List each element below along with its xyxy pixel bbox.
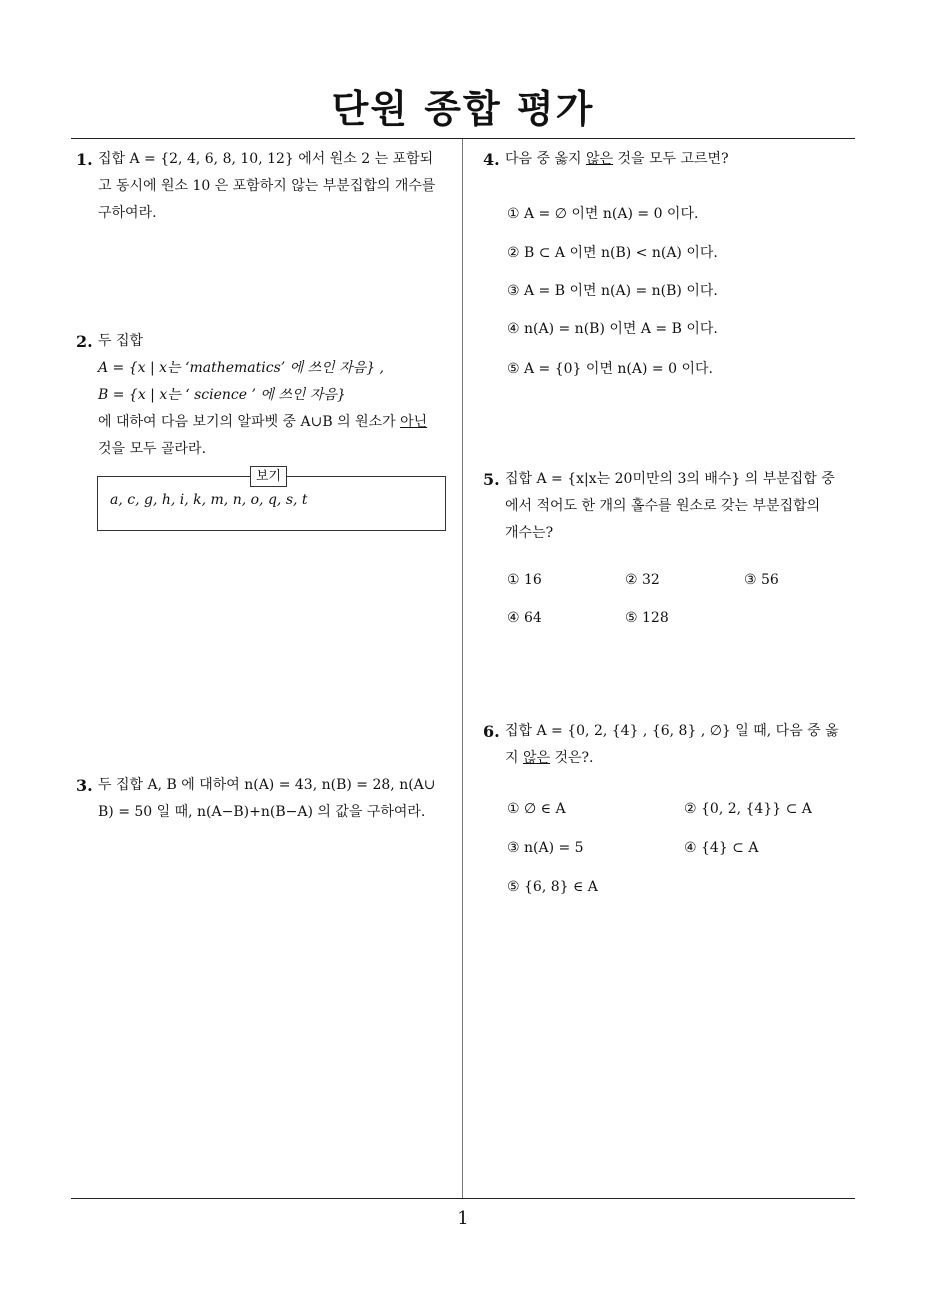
page-number: 1 bbox=[457, 1208, 469, 1229]
question-number: 3. bbox=[76, 776, 93, 795]
bogi-content: a, c, g, h, i, k, m, n, o, q, s, t bbox=[110, 492, 308, 508]
question-text-line: 지 않은 것은?. bbox=[505, 750, 594, 766]
question-5 bbox=[483, 466, 835, 547]
question-text-line: 집합 A = {0, 2, {4} , {6, 8} , ∅} 일 때, 다음 중 옳 bbox=[505, 723, 839, 739]
option-1[interactable]: ① ∅ ∈ A bbox=[507, 801, 566, 817]
bottom-rule bbox=[71, 1198, 855, 1199]
option-3[interactable]: ③ A = B 이면 n(A) = n(B) 이다. bbox=[507, 283, 718, 299]
option-1[interactable]: ① 16 bbox=[507, 572, 542, 588]
underlined-word: 아닌 bbox=[400, 414, 428, 430]
option-4[interactable]: ④ 64 bbox=[507, 610, 542, 626]
question-3 bbox=[76, 772, 436, 826]
question-text-line: 고 동시에 원소 10 은 포함하지 않는 부분집합의 개수를 bbox=[98, 178, 436, 194]
bogi-label: 보기 bbox=[250, 466, 287, 487]
underlined-word: 않은 bbox=[585, 151, 614, 167]
option-5[interactable]: ⑤ A = {0} 이면 n(A) = 0 이다. bbox=[507, 361, 713, 377]
column-divider bbox=[462, 139, 463, 1198]
question-number: 4. bbox=[483, 150, 500, 169]
question-6 bbox=[483, 718, 839, 772]
set-b-definition: B = {x | x는 ‘ science ’ 에 쓰인 자음} bbox=[98, 387, 346, 403]
option-5[interactable]: ⑤ 128 bbox=[625, 610, 669, 626]
question-text-line: 에 대하여 다음 보기의 알파벳 중 A∪B 의 원소가 아닌 bbox=[98, 414, 428, 430]
question-4 bbox=[483, 146, 729, 173]
question-2 bbox=[76, 328, 428, 463]
option-3[interactable]: ③ 56 bbox=[744, 572, 779, 588]
question-text-line: 개수는? bbox=[505, 525, 554, 541]
top-rule bbox=[71, 138, 855, 139]
option-5[interactable]: ⑤ {6, 8} ∈ A bbox=[507, 879, 598, 895]
option-2[interactable]: ② B ⊂ A 이면 n(B) < n(A) 이다. bbox=[507, 245, 718, 261]
question-number: 1. bbox=[76, 150, 93, 169]
question-text-line: B) = 50 일 때, n(A−B)+n(B−A) 의 값을 구하여라. bbox=[98, 804, 426, 820]
option-4[interactable]: ④ {4} ⊂ A bbox=[684, 840, 759, 856]
question-number: 2. bbox=[76, 332, 93, 351]
question-text-line: 두 집합 A, B 에 대하여 n(A) = 43, n(B) = 28, n(A∪ bbox=[98, 777, 436, 793]
question-text-line: 두 집합 bbox=[98, 333, 144, 349]
question-text-line: 집합 A = {x|x는 20미만의 3의 배수} 의 부분집합 중 bbox=[505, 471, 835, 487]
question-number: 6. bbox=[483, 722, 500, 741]
question-text-line: 에서 적어도 한 개의 홀수를 원소로 갖는 부분집합의 bbox=[505, 498, 821, 514]
option-1[interactable]: ① A = ∅ 이면 n(A) = 0 이다. bbox=[507, 206, 699, 222]
set-a-definition: A = {x | x는 ‘mathematics’ 에 쓰인 자음} , bbox=[98, 360, 385, 376]
question-text-line: 구하여라. bbox=[98, 205, 157, 221]
question-text-line: 집합 A = {2, 4, 6, 8, 10, 12} 에서 원소 2 는 포함되 bbox=[98, 151, 434, 167]
page-title: 단원 종합 평가 bbox=[331, 87, 595, 131]
question-number: 5. bbox=[483, 470, 500, 489]
underlined-word: 않은 bbox=[522, 750, 551, 766]
option-2[interactable]: ② 32 bbox=[625, 572, 660, 588]
option-3[interactable]: ③ n(A) = 5 bbox=[507, 840, 584, 856]
question-text-line: 것을 모두 골라라. bbox=[98, 441, 207, 457]
option-4[interactable]: ④ n(A) = n(B) 이면 A = B 이다. bbox=[507, 321, 718, 337]
question-1 bbox=[76, 146, 436, 227]
option-2[interactable]: ② {0, 2, {4}} ⊂ A bbox=[684, 801, 812, 817]
question-text-line: 다음 중 옳지 않은 것을 모두 고르면? bbox=[505, 151, 729, 167]
